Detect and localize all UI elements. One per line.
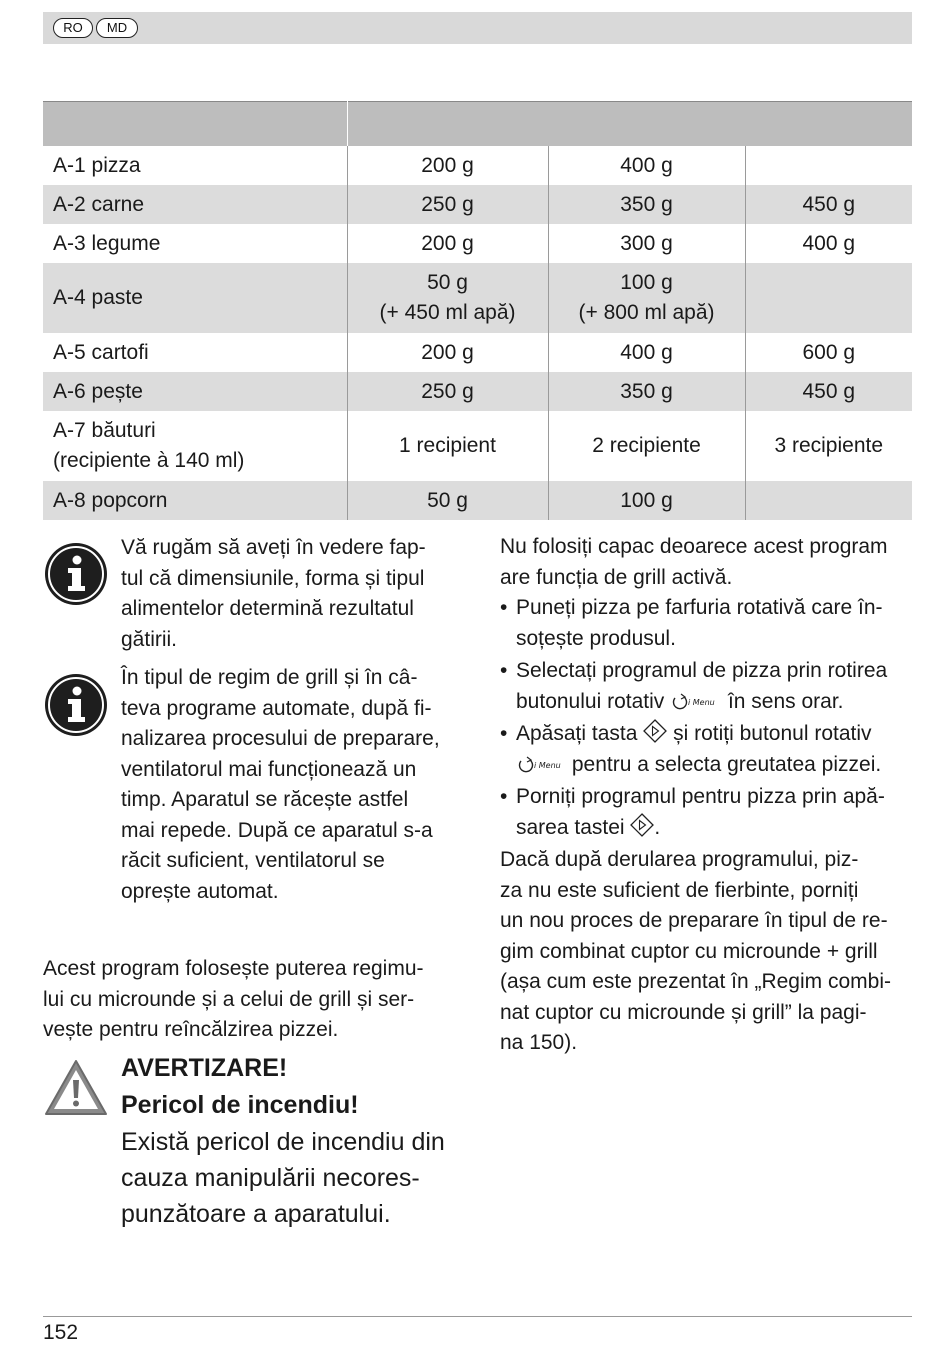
weight-2: 350 g [548,185,745,224]
text-line: nalizarea procesului de preparare, [121,727,440,750]
text-line: lui cu microunde și a celui de grill și ser- [43,987,415,1011]
list-item [500,719,912,780]
info-note-2 [121,663,466,907]
text-line: are funcția de grill activă. [500,565,733,589]
weight-1: 200 g [347,224,548,263]
right-column [500,532,912,1059]
text-line: gătirii. [121,627,178,651]
text-line: Dacă după derularea programului, piz- [500,848,859,871]
text-line: soțește produsul. [516,626,676,650]
program-name: A-8 popcorn [43,481,347,520]
text-fragment: sarea tastei [516,815,631,839]
text-line: • Selectați programul de pizza prin rotirea [516,659,888,682]
text-line: vește pentru reîncălzirea pizzei. [43,1018,339,1041]
program-name-line: A-7 băuturi [53,419,156,442]
header-bar [43,12,912,44]
table-row [43,333,912,372]
text-line: oprește automat. [121,879,279,903]
table-row [43,185,912,224]
start-key-icon [643,719,667,743]
program-name: A-1 pizza [43,146,347,185]
weight-2: 350 g [548,372,745,411]
text-fragment: . [654,815,661,839]
text-line: răcit suficient, ventilatorul se [121,849,385,872]
weight-1: 200 g [347,333,548,372]
text-fragment: pentru a selecta greutatea pizzei. [566,752,882,776]
weight-3: 600 g [745,333,912,372]
text-fragment: și rotiți butonul rotativ [667,722,872,745]
warning-subtitle: Pericol de incendiu! [121,1091,359,1119]
table-row [43,224,912,263]
table-row [43,372,912,411]
weight-3 [745,263,912,333]
text-line: tul că dimensiunile, forma și tipul [121,566,425,590]
text-fragment: în sens orar. [722,689,844,713]
lang-badge-ro: RO [53,18,93,38]
weight-3: 450 g [745,372,912,411]
text-line: teva programe automate, după fi- [121,696,432,720]
start-key-icon [630,813,654,837]
text-line: (așa cum este prezentat în „Regim combi- [500,970,891,993]
weight-1: 250 g [347,185,548,224]
lang-badge-md: MD [96,18,138,38]
page-number: 152 [43,1321,79,1344]
info-icon [43,541,109,607]
list-item [500,593,912,654]
program-weights-table [43,101,912,520]
weight-3 [745,146,912,185]
text-line: Există pericol de incendiu din [121,1128,445,1156]
program-name: A-4 paste [43,263,347,333]
program-name [43,411,347,481]
text-line: ventilatorul mai funcționează un [121,757,417,781]
text-line: punzătoare a aparatului. [121,1200,391,1228]
list-item [500,656,912,717]
text-line: na 150). [500,1031,578,1054]
text-line: • Porniți programul pentru pizza prin apă- [516,785,885,808]
table-header-cell [43,102,347,147]
program-name-note: (recipiente à 140 ml) [53,449,245,472]
text-line [516,719,912,750]
warning-block [121,1050,481,1232]
weight-amount: 50 g [427,271,468,294]
weight-1: 250 g [347,372,548,411]
footer-divider [43,1316,912,1317]
text-line: Acest program folosește puterea regimu- [43,957,424,980]
warning-triangle-icon [43,1058,109,1118]
text-line [516,813,912,844]
weight-amount: 100 g [620,271,673,294]
weight-1 [347,263,548,333]
text-line: un nou proces de preparare în tipul de re- [500,909,888,932]
weight-2: 100 g [548,481,745,520]
weight-1: 200 g [347,146,548,185]
warning-title: AVERTIZARE! [121,1054,288,1082]
rotary-knob-icon [516,754,566,774]
text-line: cauza manipulării necores- [121,1164,420,1192]
text-fragment: Apăsați tasta [516,722,644,745]
text-line: Nu folosiți capac deoarece acest program [500,535,888,558]
table-row [43,263,912,333]
weight-2: 2 recipiente [548,411,745,481]
table-header-row [43,102,912,147]
info-icon [43,672,109,738]
weight-2 [548,263,745,333]
weight-1: 50 g [347,481,548,520]
program-name: A-6 pește [43,372,347,411]
weight-2: 400 g [548,146,745,185]
table-header-cell [347,102,912,147]
instructions-list [500,593,912,843]
text-line: timp. Aparatul se răcește astfel [121,788,409,811]
weight-2: 300 g [548,224,745,263]
text-line: gim combinat cuptor cu microunde + grill [500,939,878,963]
text-line: za nu este suficient de fierbinte, porniți [500,878,859,902]
warning-body [121,1124,481,1232]
knob-label: i Menu [688,697,715,707]
weight-note: (+ 450 ml apă) [379,301,516,324]
table-row [43,411,912,481]
text-line: alimentelor determină rezultatul [121,597,414,620]
table-row [43,146,912,185]
text-line: Vă rugăm să aveți în vedere fap- [121,536,426,559]
program-name: A-5 cartofi [43,333,347,372]
weight-3 [745,481,912,520]
program-name: A-3 legume [43,224,347,263]
text-line: nat cuptor cu microunde și grill” la pagi- [500,1000,867,1024]
weight-3: 450 g [745,185,912,224]
program-name: A-2 carne [43,185,347,224]
text-line: mai repede. După ce aparatul s-a [121,818,433,842]
program-description [43,954,473,1046]
closing-paragraph [500,845,912,1059]
text-fragment: butonului rotativ [516,689,671,713]
text-line [516,687,912,718]
text-line: • Puneți pizza pe farfuria rotativă care în- [516,596,883,619]
weight-2: 400 g [548,333,745,372]
weight-note: (+ 800 ml apă) [578,301,715,324]
weight-3: 400 g [745,224,912,263]
intro-paragraph [500,532,912,593]
rotary-knob-icon [670,691,722,711]
list-item [500,782,912,843]
table-row [43,481,912,520]
knob-label: i Menu [534,760,561,770]
text-line: În tipul de regim de grill și în câ- [121,666,418,689]
weight-1: 1 recipient [347,411,548,481]
text-line [516,750,912,781]
weight-3: 3 recipiente [745,411,912,481]
info-note-1 [121,533,466,655]
